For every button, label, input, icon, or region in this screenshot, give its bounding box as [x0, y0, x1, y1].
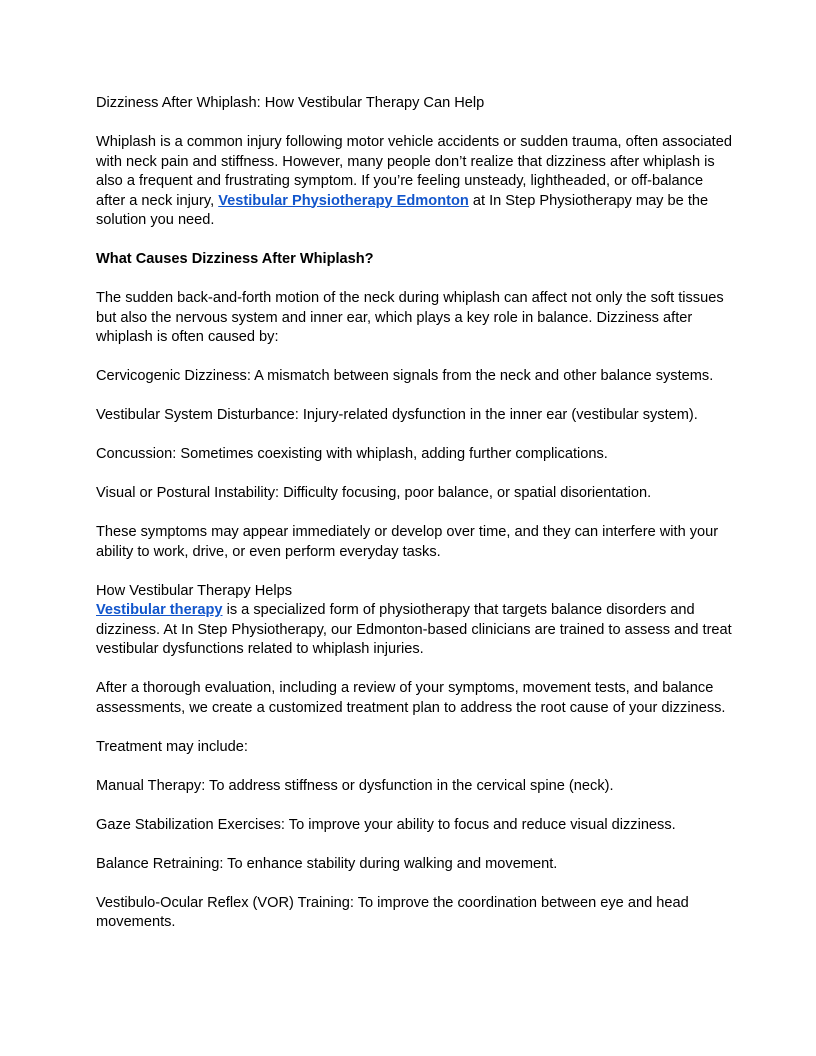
vestibular-therapy-link[interactable]: Vestibular therapy	[96, 602, 223, 618]
causes-heading: What Causes Dizziness After Whiplash?	[96, 251, 374, 267]
treatment-item-manual-therapy: Manual Therapy: To address stiffness or dysfunction in the cervical spine (neck).	[96, 777, 614, 794]
cause-item-visual-postural: Visual or Postural Instability: Difficulty focusing, poor balance, or spatial disorientation.	[96, 485, 652, 501]
helps-heading: How Vestibular Therapy Helps	[96, 582, 293, 599]
cause-item-vestibular-disturbance: Vestibular System Disturbance: Injury-related dysfunction in the inner ear (vestibular system).	[96, 407, 698, 423]
treatment-item-balance-retraining: Balance Retraining: To enhance stability during walking and movement.	[96, 855, 558, 872]
treatment-item-gaze-stabilization: Gaze Stabilization Exercises: To improve your ability to focus and reduce visual dizziness.	[96, 816, 676, 833]
cause-item-concussion: Concussion: Sometimes coexisting with whiplash, adding further complications.	[96, 446, 608, 462]
treatment-intro: Treatment may include:	[96, 738, 248, 755]
intro-text-before-link: Whiplash is a common injury following motor vehicle accidents or sudden trauma, often associated with neck pain and stiffness. However, many people don’t realize that dizziness after whiplash is also a frequent and frustrating symptom. If you’re feeling unsteady, lightheaded, or off-balance after a neck injury,	[96, 134, 732, 209]
document-title: Dizziness After Whiplash: How Vestibular Therapy Can Help	[96, 95, 485, 111]
helps-text-after-link: is a specialized form of physiotherapy that targets balance disorders and dizziness. At In Step Physiotherapy, our Edmonton-based clinicians are trained to assess and treat vestibular dysfunctions related to whiplash injuries.	[96, 602, 732, 657]
evaluation-paragraph: After a thorough evaluation, including a review of your symptoms, movement tests, and balance assessments, we create a customized treatment plan to address the root cause of your dizziness.	[96, 680, 726, 716]
intro-text-after-link: at In Step Physiotherapy may be the solution you need.	[96, 192, 709, 228]
treatment-item-vor-training: Vestibulo-Ocular Reflex (VOR) Training: To improve the coordination between eye and head movements.	[96, 894, 689, 930]
vestibular-physiotherapy-edmonton-link[interactable]: Vestibular Physiotherapy Edmonton	[218, 192, 469, 209]
symptoms-note-paragraph: These symptoms may appear immediately or develop over time, and they can interfere with your ability to work, drive, or even perform everyday tasks.	[96, 524, 719, 560]
cause-item-cervicogenic: Cervicogenic Dizziness: A mismatch between signals from the neck and other balance systems.	[96, 368, 714, 384]
helps-section	[96, 582, 736, 660]
intro-paragraph	[96, 133, 736, 231]
document-page	[96, 94, 736, 952]
causes-intro-paragraph: The sudden back-and-forth motion of the neck during whiplash can affect not only the soft tissues but also the nervous system and inner ear, which plays a key role in balance. Dizziness after whiplash is often caused by:	[96, 290, 724, 345]
